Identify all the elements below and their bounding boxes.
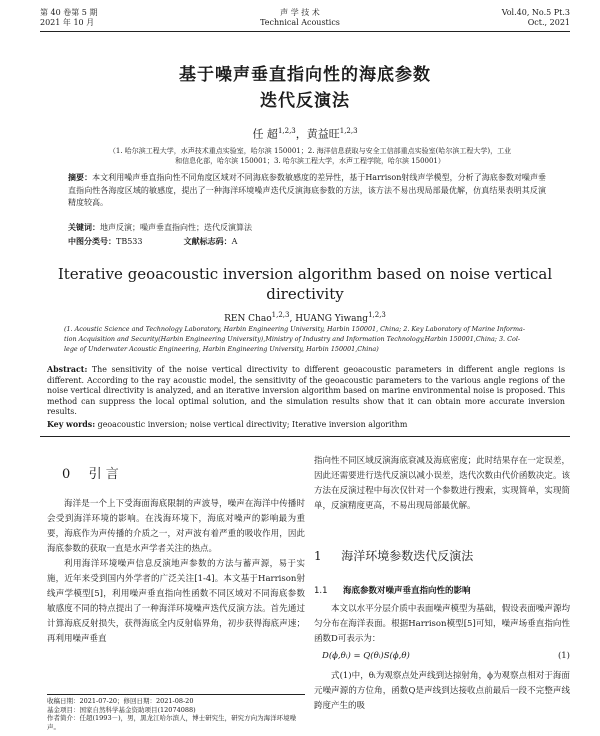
affil-en-line3: lege of Underwater Acoustic Engineering, Harbin Engineering University, Harbin 150001,China) bbox=[64, 345, 379, 353]
header-date: 2021 年 10 月 bbox=[40, 18, 95, 27]
section-0-title: 引 言 bbox=[88, 467, 119, 482]
keywords-en-text: geoacoustic inversion; noise vertical directivity; Iterative inversion algorithm bbox=[97, 420, 408, 429]
footnotes bbox=[47, 697, 305, 731]
author-en-1: REN Chao bbox=[224, 314, 272, 324]
header-journal-en: Technical Acoustics bbox=[260, 18, 340, 27]
section-0-number: 0 bbox=[62, 467, 71, 482]
keywords-zh-label: 关键词： bbox=[68, 223, 100, 232]
abstract-zh-label: 摘要： bbox=[68, 173, 93, 182]
title-zh-line1: 基于噪声垂直指向性的海底参数 bbox=[179, 65, 431, 85]
header-volume: 第 40 卷第 5 期 bbox=[40, 8, 98, 17]
authors-zh bbox=[40, 126, 570, 143]
section-1-1-heading bbox=[314, 585, 470, 597]
header-rule bbox=[40, 31, 570, 32]
author-zh-2-affil: 1,2,3 bbox=[339, 127, 358, 135]
section-1-title: 海洋环境参数迭代反演法 bbox=[341, 549, 474, 563]
title-zh-line2: 迭代反演法 bbox=[260, 91, 350, 111]
affil-en-line1: (1. Acoustic Science and Technology Laboratory, Harbin Engineering University, Harbin 150001, China; 2. Key Laboratory of Marine Informa- bbox=[64, 325, 525, 333]
abstract-zh-text: 本文利用噪声垂直指向性不同角度区域对不同海底参数敏感度的差异性，基于Harrison射线声学模型，分析了海底参数对噪声垂直指向性各海度区域的敏感度，提出了一种海洋环境噪声迭代反演海底参数的方法，该方法不易出现局部最优解，仿真结果表明其反演精度较高。 bbox=[68, 173, 546, 207]
footnote-received: 收稿日期：2021-07-20；修回日期：2021-08-20 bbox=[47, 697, 194, 705]
author-en-separator: , bbox=[289, 314, 296, 324]
footnote-fund: 基金项目：国家自然科学基金资助项目(12074088) bbox=[47, 705, 196, 714]
footnote-rule bbox=[47, 694, 305, 695]
author-en-1-affil: 1,2,3 bbox=[271, 311, 290, 319]
intro-paragraph-2-cont: 指向性不同区域反演海底衰减及海底密度；此时结果存在一定误差，因此还需要进行迭代反演以减小误差，迭代次数由代价函数决定。该方法在反演过程中每次仅针对一个参数进行搜索，实现简单，实现简单，反演精度更高，不易出现局部最优解。 bbox=[314, 456, 570, 511]
author-zh-1: 任 超 bbox=[252, 127, 278, 141]
equation-explanation: 式(1)中，θᵢ为观察点处声线到达掠射角，ϕ为观察点相对于海面元噪声源的方位角，函数Q是声线到达接收点前最后一段不完整声线跨度产生的吸 bbox=[314, 671, 570, 711]
abstract-rule bbox=[40, 436, 570, 437]
title-en-line2: directivity bbox=[266, 285, 344, 303]
clc-value: TB533 bbox=[116, 237, 143, 246]
equation-1 bbox=[314, 649, 570, 669]
journal-issue bbox=[502, 8, 570, 28]
keywords-zh bbox=[68, 222, 546, 235]
journal-name bbox=[220, 8, 380, 28]
model-paragraph: 本文以水平分层介质中表面噪声模型为基础，假设表面噪声源均匀分布在海洋表面。根据Harrison模型[5]可知，噪声场垂直指向性函数D可表示为： bbox=[314, 604, 570, 644]
author-en-2: HUANG Yiwang bbox=[295, 314, 369, 324]
affiliations-en bbox=[64, 324, 548, 354]
section-1-1-number: 1.1 bbox=[314, 586, 328, 596]
section-0-body bbox=[47, 497, 305, 647]
author-zh-2: 黄益旺 bbox=[306, 127, 340, 141]
keywords-zh-text: 地声反演；噪声垂直指向性；迭代反演算法 bbox=[100, 223, 252, 232]
doc-code-value: A bbox=[231, 237, 238, 246]
affiliations-zh bbox=[60, 146, 560, 166]
section-1-heading bbox=[314, 547, 473, 565]
abstract-en-label: Abstract: bbox=[47, 365, 88, 374]
title-en-line1: Iterative geoacoustic inversion algorithm based on noise vertical bbox=[57, 265, 553, 283]
author-zh-1-affil: 1,2,3 bbox=[277, 127, 296, 135]
abstract-en bbox=[47, 365, 565, 418]
intro-paragraph-2: 利用海洋环境噪声信息反演地声参数的方法与蓄声源，易于实施，近年来受到国内外学者的广泛关注[1-4]。本文基于Harrison射线声学模型[5]，利用噪声垂直指向性函数不同区域对不同海底参数敏感度不同的特点提出了一种海洋环境噪声迭代反演方法。首先通过计算海底反射损失，获得海底全内反射临界角，初步获得海底声速；再利用噪声垂直 bbox=[47, 559, 305, 644]
header-volume-en: Vol.40, No.5 Pt.3 bbox=[501, 8, 570, 17]
affil-en-line2: tion Acquisition and Security(Harbin Engineering University),Ministry of Industry and Information Technology,Harbin 150001,China; 3. Col- bbox=[64, 335, 521, 343]
journal-volume bbox=[40, 8, 97, 28]
keywords-en bbox=[47, 420, 565, 430]
abstract-en-text: The sensitivity of the noise vertical directivity to different geoacoustic parameters in different angle regions is different. According to the ray acoustic model, the sensitivity of the geoacoustic parameters to the various angle regions of the noise vertical directivity is analyzed, and an iterative inversion algorithm based on marine environmental noise is proposed. This method can suppress the local optimal solution, and the simulation results show that it can obtain more accurate inversion results. bbox=[47, 365, 565, 417]
section-1-1-body bbox=[314, 602, 570, 714]
section-1-1-title: 海底参数对噪声垂直指向性的影响 bbox=[342, 586, 471, 596]
section-1-number: 1 bbox=[314, 549, 322, 563]
right-column-continuation bbox=[314, 454, 570, 514]
equation-1-body: D(ϕ,θᵢ) = Q(θᵢ)S(ϕ,θ) bbox=[322, 651, 410, 661]
footnote-author: 作者简介：任超(1993－)，男，黑龙江哈尔滨人，博士研究生，研究方向为海洋环境噪声。 bbox=[47, 714, 297, 731]
intro-paragraph-1: 海洋是一个上下受海面海底限制的声波导，噪声在海洋中传播时会受到海洋环境的影响。在浅海环境下，海底对噪声的影响最为重要，海底作为声传播的介质之一，对声波有着严重的吸收作用，因此海底参数的获取一直是水声学者关注的热点。 bbox=[47, 499, 305, 554]
classification-zh bbox=[68, 236, 546, 249]
paper-title-zh bbox=[40, 62, 570, 114]
author-separator: ， bbox=[295, 127, 307, 141]
clc-label: 中图分类号： bbox=[68, 237, 116, 246]
doc-code-label: 文献标志码： bbox=[183, 237, 232, 246]
section-0-heading bbox=[62, 466, 119, 484]
affil-zh-line2: 和信息化部，哈尔滨 150001；3. 哈尔滨工程大学，水声工程学院，哈尔滨 150001） bbox=[175, 157, 445, 165]
affil-zh-line1: （1. 哈尔滨工程大学，水声技术重点实验室，哈尔滨 150001；2. 海洋信息获取与安全工信部重点实验室(哈尔滨工程大学)，工业 bbox=[108, 147, 512, 155]
paper-title-en bbox=[40, 264, 570, 304]
abstract-zh bbox=[68, 172, 546, 210]
equation-1-number: (1) bbox=[557, 651, 570, 661]
header-date-en: Oct., 2021 bbox=[527, 18, 570, 27]
author-en-2-affil: 1,2,3 bbox=[368, 311, 386, 319]
keywords-en-label: Key words: bbox=[47, 420, 96, 429]
authors-en bbox=[40, 310, 570, 325]
header-journal-zh: 声 学 技 术 bbox=[280, 8, 320, 17]
